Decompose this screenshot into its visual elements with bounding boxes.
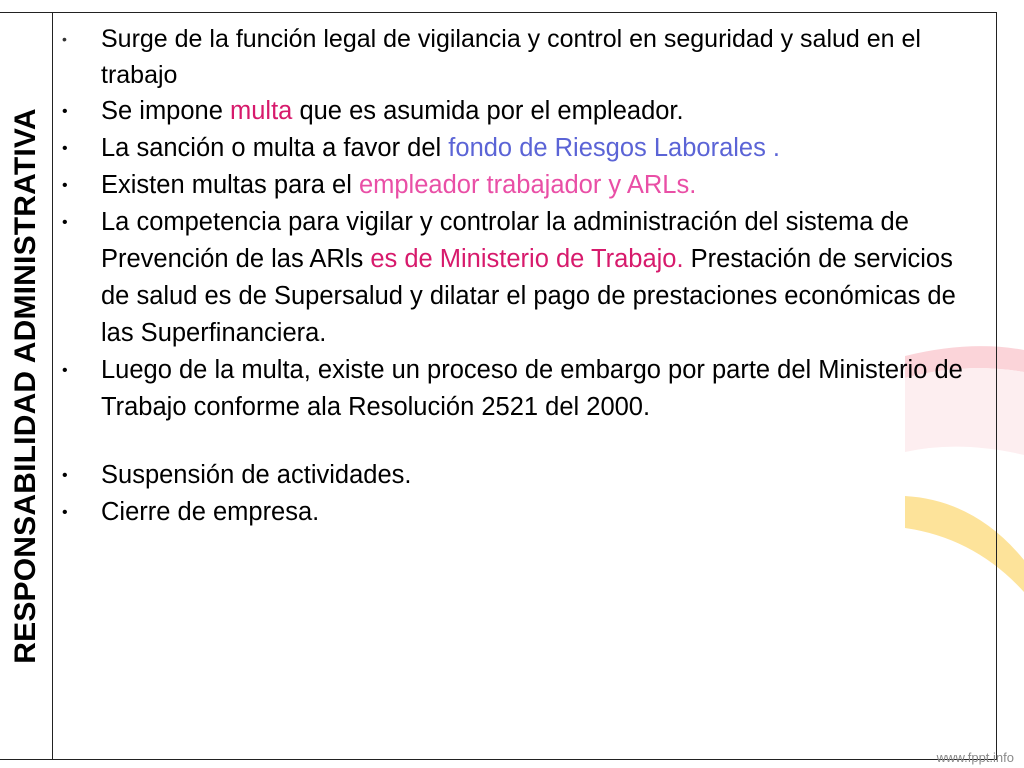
item-text: Surge de la función legal de vigilancia y control en seguridad y salud en el trabajo xyxy=(101,25,921,89)
list-item xyxy=(53,130,983,167)
bullet-icon: • xyxy=(62,467,68,484)
list-item xyxy=(53,93,983,130)
item-text: Se impone xyxy=(101,97,230,125)
bullet-icon: • xyxy=(62,177,68,194)
watermark: www.fppt.info xyxy=(936,750,1014,765)
item-text: Cierre de empresa. xyxy=(101,498,320,526)
bullet-icon: • xyxy=(62,214,68,231)
bullet-icon: • xyxy=(62,31,67,47)
item-text: La sanción o multa a favor del xyxy=(101,134,449,162)
item-text: Existen multas para el xyxy=(101,171,359,199)
list-item xyxy=(53,352,983,426)
list-item xyxy=(53,204,983,352)
content-cell xyxy=(53,13,997,759)
bullet-icon: • xyxy=(62,504,68,521)
vertical-title: RESPONSABILIDAD ADMINISTRATIVA xyxy=(9,108,42,664)
bullet-icon: • xyxy=(62,140,68,157)
item-highlight: empleador trabajador y ARLs. xyxy=(358,171,697,199)
item-text: La competencia para vigilar y controlar la administración del sistema de Prevención de las ARls xyxy=(101,208,909,273)
content-table xyxy=(0,12,997,760)
bullet-icon: • xyxy=(62,362,68,379)
list-item xyxy=(53,457,983,494)
title-cell xyxy=(0,13,53,759)
item-highlight: fondo de Riesgos Laborales . xyxy=(448,134,781,162)
item-text: Luego de la multa, existe un proceso de embargo por parte del Ministerio de Trabajo conforme ala Resolución 2521 del 2000. xyxy=(101,356,963,421)
list-item xyxy=(53,494,983,531)
item-highlight: es de Ministerio de Trabajo. xyxy=(370,245,684,273)
item-text: Prestación de servicios de salud es de Supersalud y dilatar el pago de prestaciones económicas de las Superfinanciera. xyxy=(101,245,956,347)
item-highlight: multa xyxy=(230,97,293,125)
bullet-icon: • xyxy=(62,103,68,120)
list-item xyxy=(53,21,983,93)
bullet-list xyxy=(53,21,983,531)
list-item xyxy=(53,167,983,204)
item-text: que es asumida por el empleador. xyxy=(292,97,684,125)
item-text: Suspensión de actividades. xyxy=(101,461,412,489)
